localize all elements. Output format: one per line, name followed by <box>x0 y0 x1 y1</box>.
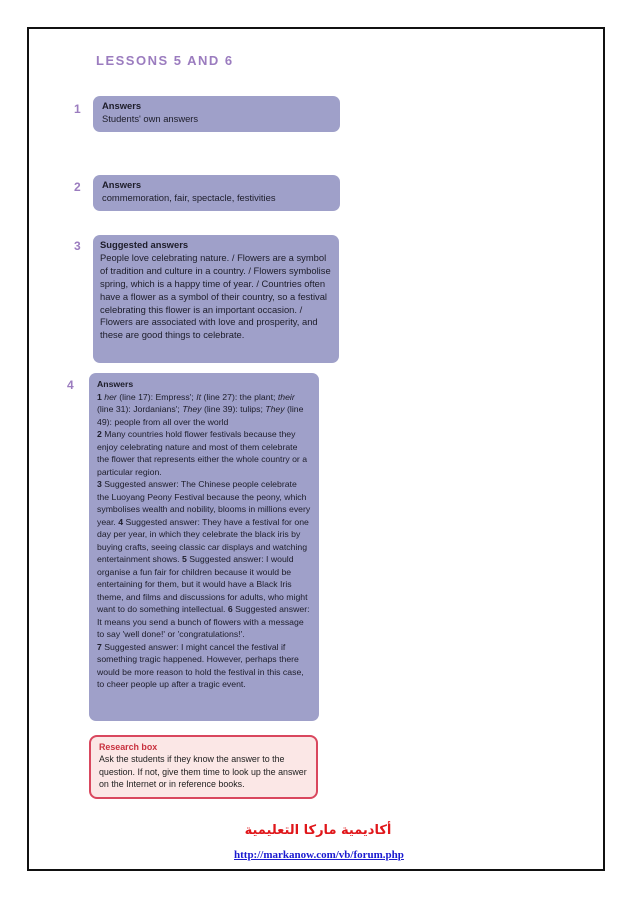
answer-box-3 <box>93 235 339 363</box>
answer-box-title: Answers <box>97 379 134 389</box>
answer-number: 3 <box>97 479 102 489</box>
answer-box-title: Answers <box>102 179 142 190</box>
answer-italic: It <box>196 391 202 402</box>
answer-box-title: Answers <box>102 100 142 111</box>
answer-text: Many countries hold flower festivals because they enjoy celebrating nature and most of them celebrate the flower that represents either the whole country or a particular region. <box>97 429 308 477</box>
answer-box-title: Suggested answers <box>100 239 189 250</box>
answer-box-2 <box>93 175 340 211</box>
answer-number: 6 <box>227 604 233 614</box>
answer-text: (line 27): the plant; <box>201 391 278 402</box>
section-number-1: 1 <box>74 102 81 116</box>
research-box <box>89 735 318 799</box>
section-number-2: 2 <box>74 180 81 194</box>
research-box-title: Research box <box>99 742 158 752</box>
research-box-text: Ask the students if they know the answer to the question. If not, give them time to look up the answer on the Internet or in reference books. <box>99 754 307 790</box>
section-number-3: 3 <box>74 239 81 253</box>
answer-box-text: commemoration, fair, spectacle, festivities <box>102 191 276 203</box>
answer-text: Suggested answer: It means you send a bunch of flowers with a message to say 'well done!' or 'congratulations!'. <box>97 604 310 639</box>
answer-box-text: People love celebrating nature. / Flowers are a symbol of tradition and culture in a country. / Flowers symbolise spring, which is a happy time of year. / Countries often have a flower as a symbol of their country, so a festival celebrating this flower is an important occasion. / Flowers are associated with love and prosperity, and these are good things to celebrate. <box>100 251 331 341</box>
footer-url-link[interactable]: http://markanow.com/vb/forum.php <box>234 849 404 861</box>
section-number-4: 4 <box>67 378 74 392</box>
answer-number: 1 <box>97 391 102 402</box>
answer-text: (line 17): Empress'; <box>116 391 197 402</box>
answer-box-4 <box>89 373 319 721</box>
answer-text: Suggested answer: I would organise a fun fair for children because it would be entertaining for them, but it would have a Black Iris theme, and films and discussions for adults, who might want to do something intellectual. <box>97 554 308 614</box>
answer-italic: her <box>104 391 117 402</box>
answer-italic: They <box>265 404 285 414</box>
answer-box-1 <box>93 96 340 132</box>
page-title: LESSONS 5 AND 6 <box>96 53 234 68</box>
answer-text: (line 49): people from all over the world <box>97 404 304 427</box>
answer-box-text <box>97 391 311 691</box>
answer-italic: their <box>277 391 295 402</box>
answer-italic: They <box>182 404 202 414</box>
footer-arabic-title: أكاديمية ماركا التعليمية <box>244 823 392 838</box>
answer-number: 4 <box>118 516 124 527</box>
answer-text: (line 39): tulips; <box>201 404 266 414</box>
answer-text: (line 31): Jordanians'; <box>97 404 183 414</box>
answer-text: Suggested answer: They have a festival for one day per year, in which they celebrate the black iris by buying crafts, seeing classic car displays and watching entertainment shows. <box>97 516 309 564</box>
answer-box-text: Students' own answers <box>102 112 199 124</box>
answer-text: Suggested answer: I might cancel the festival if something tragic happened. However, perhaps there would be more reason to hold the festival in this case, to cheer people up after a tragic event. <box>97 641 304 689</box>
answer-number: 7 <box>97 641 102 652</box>
answer-number: 5 <box>182 554 187 564</box>
answer-text: Suggested answer: The Chinese people celebrate the Luoyang Peony Festival because the peony, which symbolises wealth and nobility, blooms in millions every year. <box>97 479 311 527</box>
answer-number: 2 <box>97 429 102 439</box>
